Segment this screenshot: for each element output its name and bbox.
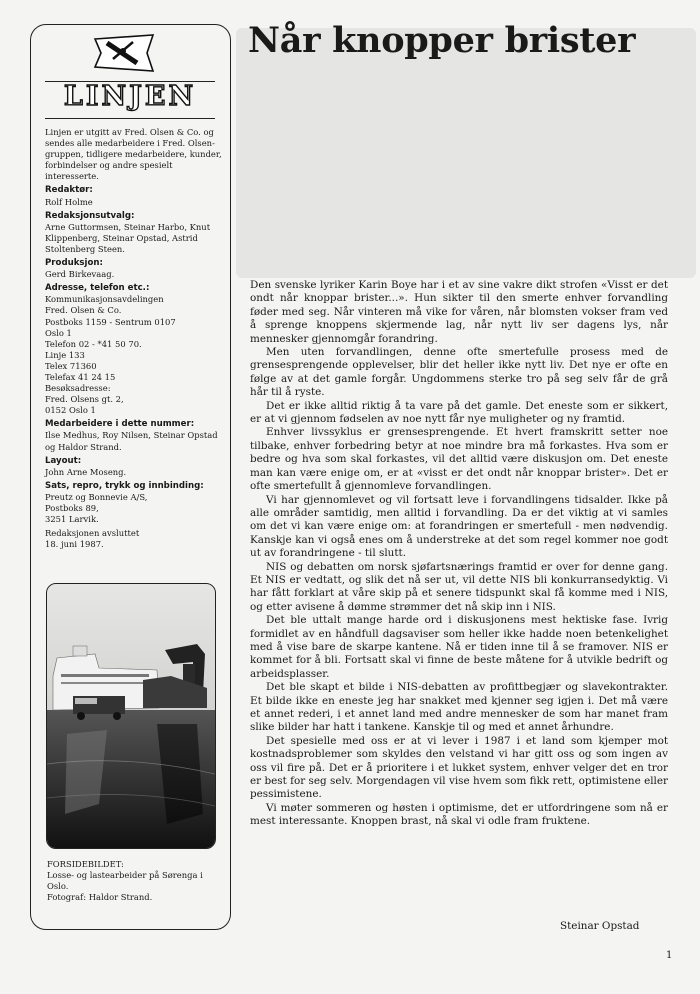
cover-photo (46, 583, 216, 849)
colophon-line: Fred. Olsens gt. 2, (45, 394, 124, 405)
colophon-line: John Arne Moseng. (45, 466, 127, 477)
page-number: 1 (666, 950, 673, 961)
colophon-text (45, 127, 223, 550)
colophon-heading-layout: Layout: (45, 455, 82, 466)
colophon-intro: Linjen er utgitt av Fred. Olsen & Co. og sendes alle medarbeidere i Fred. Olsen-gruppen, tidligere medarbeidere, kunder, forbindelser og andre spesielt interesserte. (45, 127, 222, 182)
article-paragraph: Det er ikke alltid riktig å ta vare på det gamle. Det eneste som er sikkert, er at vi gjennom fødselen av noe nytt får nye muligheter og ny framtid. (250, 399, 668, 426)
colophon-heading-production: Produksjon: (45, 258, 103, 269)
caption-line: Losse- og lastearbeider på Sørenga i Oslo. (47, 870, 203, 891)
article-paragraph: Enhver livssyklus er grensesprengende. Et hvert framskritt setter noe tilbake, enhver forbedring betyr at noe mindre bra må forkastes. Hva som er bedre og hva som skal forkastes, vil det alltid være diskusjon om. Det eneste man kan være enige om, er at «visst er det ondt når knoppar brister». Det er ofte smertefullt å gjennomleve forvandlingen. (250, 426, 668, 493)
colophon-closing: Redaksjonen avsluttet (45, 528, 140, 539)
colophon-line: Telex 71360 (45, 360, 97, 371)
article-paragraph: Men uten forvandlingen, denne ofte smertefulle prosess med de grensesprengende opplevelser, blir det heller ikke nytt liv. Det nye er ofte en følge av at det gamle forgår. Ungdommens sterke tro på seg selv får de grå hår til å ryste. (250, 346, 668, 399)
colophon-line: Arne Guttormsen, Steinar Harbo, Knut Klippenberg, Steinar Opstad, Astrid Stoltenberg Steen. (45, 221, 211, 254)
article-paragraph: Vi har gjennomlevet og vil fortsatt leve i forvandlingens tidsalder. Ikke på alle områder samtidig, men alltid i forvandling. Da er det viktig at vi samles om det vi kan være enige om: at forandringen er smertefull - men nødvendig. Kanskje kan vi også enes om å understreke at det som regel kommer noe godt ut av forandringene - til slutt. (250, 493, 668, 560)
colophon-heading-printing: Sats, repro, trykk og innbinding: (45, 480, 204, 491)
article-paragraph: Det spesielle med oss er at vi lever i 1987 i et land som kjemper mot kostnadsproblemer som skyldes den velstand vi har gitt oss og som ingen av oss vil fire på. Det er å prioritere i et lukket system, enhver velger det en tror er best for seg selv. Morgendagen vil vise hvem som fikk rett, optimistene eller pessimistene. (250, 734, 668, 801)
colophon-line: Linje 133 (45, 349, 85, 360)
colophon-line: Preutz og Bonnevie A/S, (45, 491, 148, 502)
colophon-heading-editor: Redaktør: (45, 185, 93, 196)
colophon-heading-contributors: Medarbeidere i dette nummer: (45, 419, 195, 430)
article-paragraph: Det ble skapt et bilde i NIS-debatten av profittbegjær og slavekontrakter. Et bilde ikke en eneste jeg har snakket med kjenner seg igjen i. Det må være et annet rederi, i et annet land med andre mennesker de som har manet fram slike bilder har hatt i tankene. Kanskje til og med et annet århundre. (250, 681, 668, 734)
colophon-line: Kommunikasjonsavdelingen (45, 294, 164, 305)
colophon-line: Postboks 89, (45, 503, 99, 513)
colophon-line: Fred. Olsen & Co. (45, 305, 122, 316)
colophon-closing-date: 18. juni 1987. (45, 539, 104, 550)
caption-title: FORSIDEBILDET: (47, 859, 124, 869)
colophon-line: Besøksadresse: (45, 383, 111, 394)
cover-photo-caption (47, 859, 223, 903)
fred-olsen-flag-logo (93, 33, 157, 73)
colophon-line: Ilse Medhus, Roy Nilsen, Steinar Opstad og Haldor Strand. (45, 430, 218, 452)
show-through-image (236, 28, 696, 278)
harbour-photo-illustration (47, 584, 215, 848)
article-paragraph: Det ble uttalt mange harde ord i diskusjonens mest hektiske fase. Ivrig formidlet av en håndfull dagsaviser som heller ikke hadde noen betenkelighet med å vise bare de skarpe kantene. Nå er tiden inne til å se framover. NIS er kommet for å bli. Fortsatt skal vi finne de beste måtene for å utvikle bedrift og arbeidsplasser. (250, 614, 668, 680)
colophon-line: 0152 Oslo 1 (45, 405, 96, 416)
colophon-heading-committee: Redaksjonsutvalg: (45, 210, 135, 221)
colophon-line: Postboks 1159 - Sentrum 0107 (45, 316, 176, 327)
article-paragraph: Den svenske lyriker Karin Boye har i et av sine vakre dikt strofen «Visst er det ondt når knoppar brister...». Hun sikter til den smerte enhver forvandling føder med seg. Når vinteren må vike for våren, når blomsten vokser fram ved å sprenge knoppens skjermende lag, når nytt liv ser dagens lys, når mennesker gjennomgår forandring. (250, 279, 668, 345)
colophon-sidebar (30, 24, 231, 930)
colophon-line: Telefon 02 - *41 50 70. (45, 338, 142, 349)
colophon-line: Telefax 41 24 15 (45, 371, 116, 382)
colophon-line: Oslo 1 (45, 327, 72, 338)
colophon-line: Gerd Birkevaag. (45, 269, 115, 280)
linjen-wordmark: LINJEN (63, 81, 197, 112)
caption-line: Fotograf: Haldor Strand. (47, 892, 153, 902)
wordmark-rule-bottom (45, 118, 215, 119)
article-paragraph: NIS og debatten om norsk sjøfartsnærings framtid er over for denne gang. Et NIS er vedtatt, og slik det nå ser ut, vil dette NIS bli konkurransedyktig. Vi har fått forklart at våre skip på et senere tidspunkt skal få komme med i NIS, og etter avisene å dømme strømmer det nå skip inn i NIS. (250, 560, 668, 613)
colophon-line: 3251 Larvik. (45, 514, 99, 525)
article-body (250, 279, 668, 829)
colophon-line: Rolf Holme (45, 196, 93, 207)
author-signature: Steinar Opstad (560, 920, 640, 932)
article-paragraph: Vi møter sommeren og høsten i optimisme, det er utfordringene som nå er mest interessante. Knoppen brast, nå skal vi odle fram fruktene. (250, 801, 668, 828)
article-title: Når knopper brister (248, 20, 636, 61)
colophon-heading-address: Adresse, telefon etc.: (45, 283, 150, 294)
